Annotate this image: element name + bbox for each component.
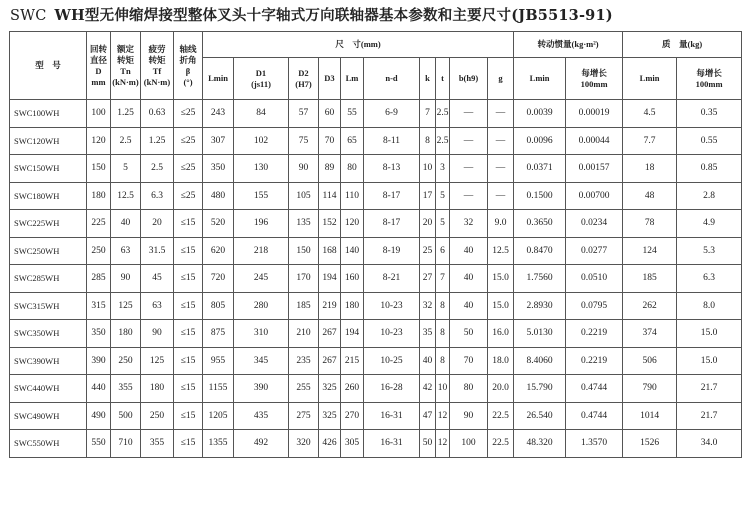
table-cell: 10-23 (364, 292, 420, 320)
table-cell: 275 (289, 402, 319, 430)
table-row (10, 155, 742, 183)
model-cell: SWC315WH (10, 292, 87, 320)
table-cell: 255 (289, 375, 319, 403)
table-cell: 0.63 (141, 100, 174, 128)
table-cell: 0.0795 (566, 292, 623, 320)
table-cell: 21.7 (677, 375, 742, 403)
table-cell: 196 (234, 210, 289, 238)
table-cell: — (450, 100, 488, 128)
table-cell: ≤15 (174, 320, 203, 348)
table-row (10, 402, 742, 430)
table-cell: 10-23 (364, 320, 420, 348)
table-row (10, 100, 742, 128)
table-cell: 89 (319, 155, 341, 183)
header-lm: Lm (341, 58, 364, 100)
table-cell: 280 (234, 292, 289, 320)
table-cell: 15.0 (488, 265, 514, 293)
table-cell: 8-13 (364, 155, 420, 183)
table-cell: 27 (420, 265, 436, 293)
table-cell: — (450, 182, 488, 210)
table-cell: 1.25 (141, 127, 174, 155)
table-cell: 620 (203, 237, 234, 265)
model-cell: SWC250WH (10, 237, 87, 265)
table-cell: 140 (341, 237, 364, 265)
model-cell: SWC490WH (10, 402, 87, 430)
table-cell: 80 (450, 375, 488, 403)
table-cell: 7.7 (623, 127, 677, 155)
model-cell: SWC390WH (10, 347, 87, 375)
table-cell: 70 (450, 347, 488, 375)
table-cell: 60 (319, 100, 341, 128)
table-cell: 0.55 (677, 127, 742, 155)
table-cell: 90 (289, 155, 319, 183)
table-row (10, 210, 742, 238)
table-cell: 10 (420, 155, 436, 183)
table-cell: 168 (319, 237, 341, 265)
table-cell: 0.00700 (566, 182, 623, 210)
table-cell: 40 (111, 210, 141, 238)
table-cell: 250 (111, 347, 141, 375)
table-cell: 1526 (623, 430, 677, 458)
table-cell: 215 (341, 347, 364, 375)
table-cell: 5.3 (677, 237, 742, 265)
table-cell: 325 (319, 375, 341, 403)
table-cell: 260 (341, 375, 364, 403)
table-row (10, 265, 742, 293)
model-cell: SWC150WH (10, 155, 87, 183)
table-cell: ≤15 (174, 402, 203, 430)
table-cell: 8 (436, 347, 450, 375)
table-cell: 194 (319, 265, 341, 293)
table-cell: ≤15 (174, 265, 203, 293)
table-cell: 152 (319, 210, 341, 238)
table-cell: 720 (203, 265, 234, 293)
table-cell: 315 (87, 292, 111, 320)
table-cell: 4.5 (623, 100, 677, 128)
table-cell: ≤15 (174, 375, 203, 403)
table-cell: 210 (289, 320, 319, 348)
table-cell: 114 (319, 182, 341, 210)
table-cell: 15.790 (514, 375, 566, 403)
header-d1: D1 (js11) (234, 58, 289, 100)
table-cell: 47 (420, 402, 436, 430)
table-cell: 8 (436, 292, 450, 320)
table-cell: 180 (87, 182, 111, 210)
table-cell: 374 (623, 320, 677, 348)
table-cell: 243 (203, 100, 234, 128)
table-cell: 20 (420, 210, 436, 238)
table-cell: 5 (111, 155, 141, 183)
table-row (10, 430, 742, 458)
table-cell: 48 (623, 182, 677, 210)
model-cell: SWC285WH (10, 265, 87, 293)
table-cell: 90 (450, 402, 488, 430)
table-cell: 710 (111, 430, 141, 458)
table-cell: 225 (87, 210, 111, 238)
table-body (10, 100, 742, 458)
table-cell: 5.0130 (514, 320, 566, 348)
table-cell: ≤15 (174, 237, 203, 265)
model-cell: SWC440WH (10, 375, 87, 403)
table-cell: 1.7560 (514, 265, 566, 293)
table-cell: 1.25 (111, 100, 141, 128)
table-row (10, 182, 742, 210)
table-cell: 6.3 (677, 265, 742, 293)
table-cell: 26.540 (514, 402, 566, 430)
table-cell: 320 (289, 430, 319, 458)
table-cell: 110 (341, 182, 364, 210)
table-row (10, 237, 742, 265)
table-cell: 90 (141, 320, 174, 348)
header-dimensions: 尺 寸(mm) (203, 32, 514, 58)
table-cell: 12.5 (111, 182, 141, 210)
model-cell: SWC550WH (10, 430, 87, 458)
table-cell: 6-9 (364, 100, 420, 128)
table-cell: 63 (141, 292, 174, 320)
table-cell: — (488, 100, 514, 128)
table-cell: 267 (319, 347, 341, 375)
table-cell: 160 (341, 265, 364, 293)
table-cell: 2.5 (111, 127, 141, 155)
table-row (10, 292, 742, 320)
table-cell: — (488, 127, 514, 155)
table-cell: 2.5 (141, 155, 174, 183)
table-cell: 16-31 (364, 430, 420, 458)
table-cell: 20.0 (488, 375, 514, 403)
table-cell: 6 (436, 237, 450, 265)
table-cell: 1205 (203, 402, 234, 430)
table-cell: 105 (289, 182, 319, 210)
header-lmin: Lmin (203, 58, 234, 100)
table-cell: 2.8930 (514, 292, 566, 320)
title-text: WH型无伸缩焊接型整体叉头十字轴式万向联轴器基本参数和主要尺寸(JB5513-91) (54, 7, 613, 24)
table-cell: 40 (450, 292, 488, 320)
header-tf: 疲劳 转矩 Tf (kN·m) (141, 32, 174, 100)
table-cell: 55 (341, 100, 364, 128)
table-cell: 550 (87, 430, 111, 458)
table-cell: 435 (234, 402, 289, 430)
table-cell: 120 (87, 127, 111, 155)
header-mass-lmin: Lmin (623, 58, 677, 100)
table-cell: 1155 (203, 375, 234, 403)
table-cell: ≤25 (174, 100, 203, 128)
table-cell: 3 (436, 155, 450, 183)
table-cell: 125 (111, 292, 141, 320)
table-cell: 2.5 (436, 127, 450, 155)
table-cell: 1355 (203, 430, 234, 458)
table-cell: 0.2219 (566, 320, 623, 348)
model-cell: SWC350WH (10, 320, 87, 348)
table-cell: 0.0277 (566, 237, 623, 265)
table-cell: 390 (87, 347, 111, 375)
table-cell: 12.5 (488, 237, 514, 265)
table-cell: 0.2219 (566, 347, 623, 375)
table-cell: 0.0234 (566, 210, 623, 238)
table-cell: ≤25 (174, 155, 203, 183)
table-cell: 9.0 (488, 210, 514, 238)
header-beta: 轴线 折角 β (°) (174, 32, 203, 100)
table-cell: 480 (203, 182, 234, 210)
table-cell: ≤25 (174, 127, 203, 155)
table-cell: 0.8470 (514, 237, 566, 265)
table-cell: 84 (234, 100, 289, 128)
table-cell: ≤25 (174, 182, 203, 210)
table-cell: 16-31 (364, 402, 420, 430)
header-model: 型 号 (10, 32, 87, 100)
table-cell: 16-28 (364, 375, 420, 403)
table-cell: 0.0510 (566, 265, 623, 293)
table-cell: 790 (623, 375, 677, 403)
table-cell: 8.4060 (514, 347, 566, 375)
table-cell: 305 (341, 430, 364, 458)
table-cell: 50 (450, 320, 488, 348)
table-cell: 350 (203, 155, 234, 183)
table-cell: 120 (341, 210, 364, 238)
table-cell: 10-25 (364, 347, 420, 375)
page-title (10, 4, 745, 28)
table-cell: 345 (234, 347, 289, 375)
table-cell: 57 (289, 100, 319, 128)
table-cell: 325 (319, 402, 341, 430)
table-cell: 8-17 (364, 210, 420, 238)
table-cell: 194 (341, 320, 364, 348)
table-cell: 0.00157 (566, 155, 623, 183)
table-cell: 355 (141, 430, 174, 458)
header-inertia-lmin: Lmin (514, 58, 566, 100)
table-cell: 506 (623, 347, 677, 375)
table-cell: 219 (319, 292, 341, 320)
table-cell: 42 (420, 375, 436, 403)
table-cell: 520 (203, 210, 234, 238)
table-cell: 180 (141, 375, 174, 403)
model-cell: SWC120WH (10, 127, 87, 155)
table-cell: 355 (111, 375, 141, 403)
table-cell: 2.5 (436, 100, 450, 128)
table-cell: 80 (341, 155, 364, 183)
header-d3: D3 (319, 58, 341, 100)
table-cell: 490 (87, 402, 111, 430)
table-cell: 18.0 (488, 347, 514, 375)
table-cell: — (450, 127, 488, 155)
table-cell: 185 (623, 265, 677, 293)
header-g: g (488, 58, 514, 100)
table-cell: 262 (623, 292, 677, 320)
table-row (10, 347, 742, 375)
table-cell: 40 (450, 265, 488, 293)
table-cell: 102 (234, 127, 289, 155)
table-cell: 0.0039 (514, 100, 566, 128)
table-cell: 955 (203, 347, 234, 375)
table-cell: 7 (436, 265, 450, 293)
model-cell: SWC180WH (10, 182, 87, 210)
table-cell: 8.0 (677, 292, 742, 320)
table-cell: 8-21 (364, 265, 420, 293)
table-cell: 40 (450, 237, 488, 265)
table-row (10, 320, 742, 348)
header-mass-per100: 每增长 100mm (677, 58, 742, 100)
table-cell: 0.0371 (514, 155, 566, 183)
table-cell: 500 (111, 402, 141, 430)
table-cell: 100 (87, 100, 111, 128)
table-cell: ≤15 (174, 292, 203, 320)
table-cell: 150 (289, 237, 319, 265)
table-cell: 15.0 (677, 320, 742, 348)
table-cell: 1014 (623, 402, 677, 430)
spec-table (9, 31, 742, 458)
table-row (10, 375, 742, 403)
header-nd: n-d (364, 58, 420, 100)
table-cell: 20 (141, 210, 174, 238)
table-cell: 15.0 (488, 292, 514, 320)
table-cell: 15.0 (677, 347, 742, 375)
table-cell: 170 (289, 265, 319, 293)
table-cell: 16.0 (488, 320, 514, 348)
table-cell: 0.35 (677, 100, 742, 128)
table-cell: 6.3 (141, 182, 174, 210)
header-inertia: 转动惯量(kg·m²) (514, 32, 623, 58)
table-cell: 0.85 (677, 155, 742, 183)
table-cell: 5 (436, 182, 450, 210)
table-cell: 8-11 (364, 127, 420, 155)
table-cell: 18 (623, 155, 677, 183)
table-cell: 350 (87, 320, 111, 348)
table-cell: 235 (289, 347, 319, 375)
model-cell: SWC100WH (10, 100, 87, 128)
table-cell: 10 (436, 375, 450, 403)
table-cell: 1.3570 (566, 430, 623, 458)
table-cell: 45 (141, 265, 174, 293)
table-cell: 440 (87, 375, 111, 403)
table-cell: 22.5 (488, 402, 514, 430)
table-cell: 78 (623, 210, 677, 238)
table-cell: 32 (420, 292, 436, 320)
series-code: SWC (10, 8, 47, 24)
table-cell: 50 (420, 430, 436, 458)
table-cell: 426 (319, 430, 341, 458)
table-cell: 4.9 (677, 210, 742, 238)
table-cell: 185 (289, 292, 319, 320)
table-cell: 0.00019 (566, 100, 623, 128)
table-cell: 35 (420, 320, 436, 348)
table-cell: ≤15 (174, 347, 203, 375)
table-cell: 0.4744 (566, 402, 623, 430)
table-cell: 34.0 (677, 430, 742, 458)
table-cell: 245 (234, 265, 289, 293)
table-cell: 70 (319, 127, 341, 155)
table-cell: ≤15 (174, 210, 203, 238)
table-cell: 0.4744 (566, 375, 623, 403)
table-cell: 250 (87, 237, 111, 265)
table-cell: 5 (436, 210, 450, 238)
table-row (10, 127, 742, 155)
table-cell: 150 (87, 155, 111, 183)
table-cell: 21.7 (677, 402, 742, 430)
table-cell: 155 (234, 182, 289, 210)
header-t: t (436, 58, 450, 100)
header-b: b(h9) (450, 58, 488, 100)
table-cell: 135 (289, 210, 319, 238)
table-cell: 63 (111, 237, 141, 265)
table-cell: 8-19 (364, 237, 420, 265)
table-cell: 8 (420, 127, 436, 155)
table-cell: — (488, 155, 514, 183)
table-cell: 390 (234, 375, 289, 403)
header-d: 回转 直径 D mm (87, 32, 111, 100)
table-cell: 180 (341, 292, 364, 320)
table-cell: 805 (203, 292, 234, 320)
table-cell: ≤15 (174, 430, 203, 458)
table-cell: 307 (203, 127, 234, 155)
table-cell: 218 (234, 237, 289, 265)
table-cell: 12 (436, 430, 450, 458)
table-cell: 100 (450, 430, 488, 458)
table-cell: 130 (234, 155, 289, 183)
table-cell: 8 (436, 320, 450, 348)
table-cell: 125 (141, 347, 174, 375)
table-cell: 270 (341, 402, 364, 430)
table-cell: 250 (141, 402, 174, 430)
table-cell: 48.320 (514, 430, 566, 458)
header-tn: 额定 转矩 Tn (kN·m) (111, 32, 141, 100)
model-cell: SWC225WH (10, 210, 87, 238)
table-cell: 90 (111, 265, 141, 293)
table-cell: 875 (203, 320, 234, 348)
table-cell: 0.3650 (514, 210, 566, 238)
table-cell: — (450, 155, 488, 183)
table-cell: 40 (420, 347, 436, 375)
header-inertia-per100: 每增长 100mm (566, 58, 623, 100)
table-cell: 8-17 (364, 182, 420, 210)
table-cell: 75 (289, 127, 319, 155)
table-cell: 310 (234, 320, 289, 348)
table-cell: 32 (450, 210, 488, 238)
table-cell: 17 (420, 182, 436, 210)
table-cell: 0.0096 (514, 127, 566, 155)
table-cell: 31.5 (141, 237, 174, 265)
header-mass: 质 量(kg) (623, 32, 742, 58)
table-cell: 7 (420, 100, 436, 128)
table-cell: 25 (420, 237, 436, 265)
table-cell: 12 (436, 402, 450, 430)
header-d2: D2 (H7) (289, 58, 319, 100)
table-cell: 65 (341, 127, 364, 155)
table-cell: 2.8 (677, 182, 742, 210)
table-cell: 22.5 (488, 430, 514, 458)
table-cell: 0.00044 (566, 127, 623, 155)
table-cell: 0.1500 (514, 182, 566, 210)
header-k: k (420, 58, 436, 100)
table-cell: 180 (111, 320, 141, 348)
table-cell: — (488, 182, 514, 210)
table-cell: 285 (87, 265, 111, 293)
table-cell: 124 (623, 237, 677, 265)
table-cell: 492 (234, 430, 289, 458)
table-cell: 267 (319, 320, 341, 348)
